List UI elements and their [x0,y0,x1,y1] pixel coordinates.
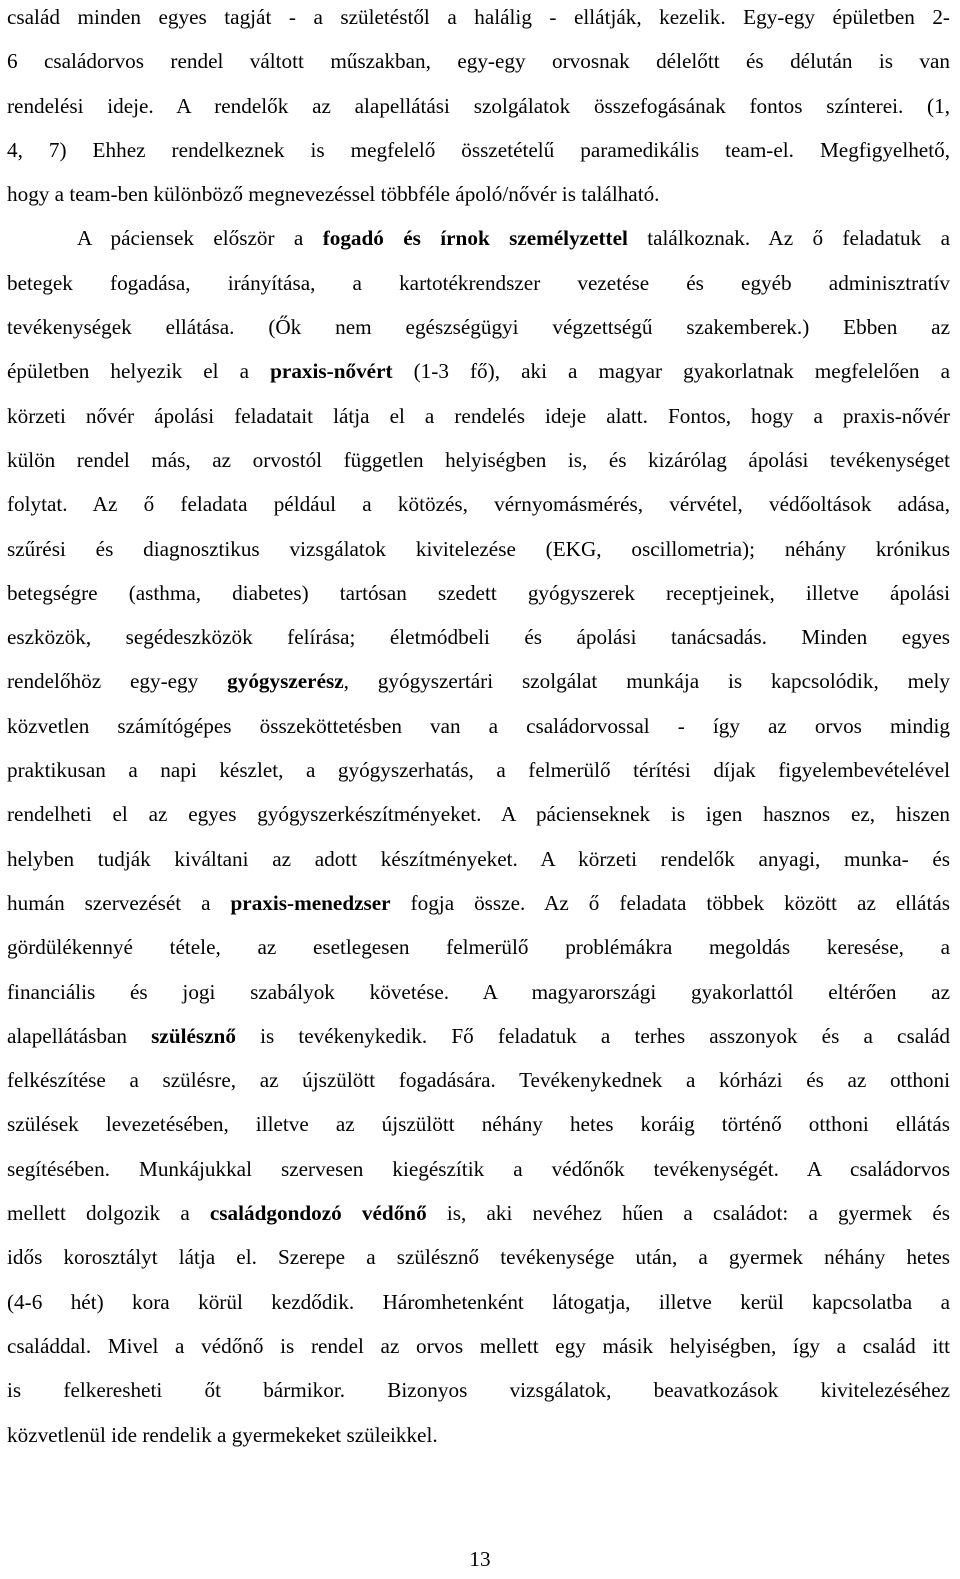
text-line: gördülékennyé tétele, az esetlegesen felmerülő problémákra megoldás keresése, a [7,935,950,960]
bold-term: családgondozó védőnő [209,1201,427,1226]
text-line: (4-6 hét) kora körül kezdődik. Háromhetenként látogatja, illetve kerül kapcsolatba a [7,1289,950,1314]
text-line: közvetlen számítógépes összeköttetésben van a családorvossal - így az orvos mindig [7,713,950,738]
bold-term: praxis-menedzser [230,890,391,915]
page-number: 13 [469,1547,491,1571]
text-line: A páciensek először a fogadó és írnok személyzettel találkoznak. Az ő feladatuk a [77,226,950,251]
text-line: humán szervezését a praxis-menedzser fogja össze. Az ő feladata többek között az ellátás [7,890,950,915]
text-line: segítésében. Munkájukkal szervesen kiegészítik a védőnők tevékenységét. A családorvos [7,1156,950,1181]
bold-term: gyógyszerész [227,669,344,694]
text-line: külön rendel más, az orvostól független helyiségben is, és kizárólag ápolási tevékenységet [7,447,950,472]
text-line: helyben tudják kiváltani az adott készítményeket. A körzeti rendelők anyagi, munka- és [7,846,950,871]
text-line: praktikusan a napi készlet, a gyógyszerhatás, a felmerülő térítési díjak figyelembevételével [7,758,950,783]
bold-term: szülésznő [151,1023,236,1048]
text-line: felkészítése a szülésre, az újszülött fogadására. Tevékenykednek a kórházi és az otthoni [7,1068,950,1093]
body-text [7,0,950,1457]
text-line: financiális és jogi szabályok követése. A magyarországi gyakorlattól eltérően az [7,979,950,1004]
text-line: szűrési és diagnosztikus vizsgálatok kivitelezése (EKG, oscillometria); néhány krónikus [7,536,950,561]
text-line: családdal. Mivel a védőnő is rendel az orvos mellett egy másik helyiségben, így a család itt [7,1333,950,1358]
text-line: közvetlenül ide rendelik a gyermekeket szüleikkel. [7,1422,438,1447]
text-line: eszközök, segédeszközök felírása; életmódbeli és ápolási tanácsadás. Minden egyes [7,625,950,650]
text-line: is felkeresheti őt bármikor. Bizonyos vizsgálatok, beavatkozások kivitelezéséhez [7,1378,950,1403]
bold-term: fogadó és írnok személyzettel [322,226,628,251]
text-line: mellett dolgozik a családgondozó védőnő is, aki nevéhez hűen a családot: a gyermek és [7,1201,950,1226]
text-line: rendelőhöz egy-egy gyógyszerész, gyógyszertári szolgálat munkája is kapcsolódik, mely [7,669,950,694]
text-line: rendelési ideje. A rendelők az alapellátási szolgálatok összefogásának fontos színterei. (1, [7,93,950,118]
text-line: körzeti nővér ápolási feladatait látja el a rendelés ideje alatt. Fontos, hogy a praxis-nővér [7,403,950,428]
bold-term: praxis-nővért [270,359,393,384]
text-line: hogy a team-ben különböző megnevezéssel többféle ápoló/nővér is található. [7,182,660,207]
text-line: betegségre (asthma, diabetes) tartósan szedett gyógyszerek receptjeinek, illetve ápolási [7,580,950,605]
text-line: idős korosztályt látja el. Szerepe a szülésznő tevékenysége után, a gyermek néhány hetes [7,1245,950,1270]
text-line: 4, 7) Ehhez rendelkeznek is megfelelő összetételű paramedikális team-el. Megfigyelhető, [7,137,950,162]
text-line: 6 családorvos rendel váltott műszakban, egy-egy orvosnak délelőtt és délután is van [7,49,950,74]
text-line: alapellátásban szülésznő is tevékenykedik. Fő feladatuk a terhes asszonyok és a család [7,1023,950,1048]
text-line: betegek fogadása, irányítása, a kartotékrendszer vezetése és egyéb adminisztratív [7,270,950,295]
text-line: folytat. Az ő feladata például a kötözés, vérnyomásmérés, vérvétel, védőoltások adása, [7,492,950,517]
text-line: tevékenységek ellátása. (Ők nem egészségügyi végzettségű szakemberek.) Ebben az [7,315,950,340]
text-line: rendelheti el az egyes gyógyszerkészítményeket. A pácienseknek is igen hasznos ez, hiszen [7,802,950,827]
text-line: szülések levezetésében, illetve az újszülött néhány hetes koráig történő otthoni ellátás [7,1112,950,1137]
text-line: épületben helyezik el a praxis-nővért (1-3 fő), aki a magyar gyakorlatnak megfelelően a [7,359,950,384]
text-line: család minden egyes tagját - a születéstől a halálig - ellátják, kezelik. Egy-egy épületben 2- [7,5,950,29]
